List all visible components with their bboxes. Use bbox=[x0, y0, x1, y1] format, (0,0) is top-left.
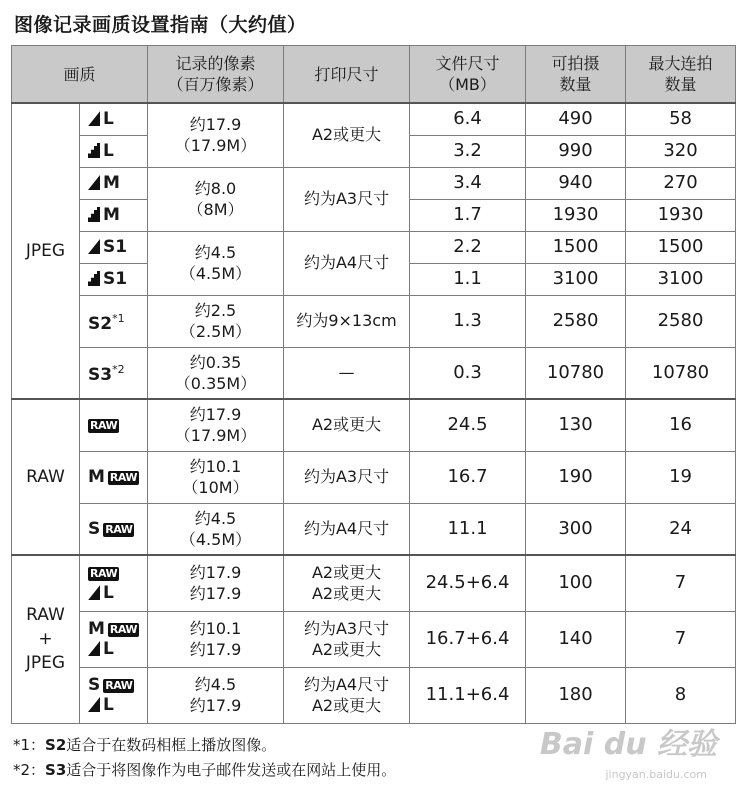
shots-cell: 2580 bbox=[526, 295, 626, 347]
pixels-cell: 约4.5 约17.9 bbox=[148, 667, 284, 723]
burst-cell: 270 bbox=[626, 167, 736, 199]
header-shots: 可拍摄 数量 bbox=[526, 46, 626, 104]
quality-cell: M bbox=[80, 199, 148, 231]
quality-fine-icon bbox=[88, 641, 100, 656]
burst-cell: 1500 bbox=[626, 231, 736, 263]
burst-cell: 7 bbox=[626, 611, 736, 667]
pixels-cell: 约4.5 （4.5M） bbox=[148, 231, 284, 295]
quality-normal-icon bbox=[88, 143, 100, 158]
burst-cell: 24 bbox=[626, 503, 736, 555]
file-cell: 16.7 bbox=[410, 451, 526, 503]
file-cell: 11.1 bbox=[410, 503, 526, 555]
header-file-size: 文件尺寸 （MB） bbox=[410, 46, 526, 104]
file-cell: 2.2 bbox=[410, 231, 526, 263]
shots-cell: 940 bbox=[526, 167, 626, 199]
pixels-cell: 约10.1 约17.9 bbox=[148, 611, 284, 667]
shots-cell: 1930 bbox=[526, 199, 626, 231]
shots-cell: 130 bbox=[526, 399, 626, 451]
shots-cell: 190 bbox=[526, 451, 626, 503]
raw-jpeg-group bbox=[12, 555, 736, 723]
file-cell: 24.5+6.4 bbox=[410, 555, 526, 611]
table-row bbox=[12, 503, 736, 555]
quality-cell: S1 bbox=[80, 231, 148, 263]
burst-cell: 8 bbox=[626, 667, 736, 723]
footnotes bbox=[13, 733, 396, 783]
pixels-cell: 约17.9 （17.9M） bbox=[148, 103, 284, 167]
group-label-raw-jpeg: RAW + JPEG bbox=[12, 555, 80, 723]
raw-icon: RAW bbox=[90, 567, 118, 581]
table-row bbox=[12, 103, 736, 135]
print-cell: A2或更大 bbox=[284, 399, 410, 451]
file-cell: 24.5 bbox=[410, 399, 526, 451]
table-row bbox=[12, 347, 736, 399]
quality-cell: S3$^{*2}$ bbox=[80, 347, 148, 399]
shots-cell: 490 bbox=[526, 103, 626, 135]
group-label-jpeg: JPEG bbox=[12, 103, 80, 399]
quality-normal-icon bbox=[88, 271, 100, 286]
shots-cell: 180 bbox=[526, 667, 626, 723]
quality-fine-icon bbox=[88, 239, 100, 254]
file-cell: 3.2 bbox=[410, 135, 526, 167]
quality-fine-icon bbox=[88, 697, 100, 712]
shots-cell: 300 bbox=[526, 503, 626, 555]
raw-icon: RAW bbox=[90, 419, 118, 433]
pixels-cell: 约4.5 （4.5M） bbox=[148, 503, 284, 555]
shots-cell: 1500 bbox=[526, 231, 626, 263]
pixels-cell: 约17.9 （17.9M） bbox=[148, 399, 284, 451]
file-cell: 11.1+6.4 bbox=[410, 667, 526, 723]
pixels-cell: 约8.0 （8M） bbox=[148, 167, 284, 231]
quality-cell bbox=[80, 399, 148, 451]
file-cell: 1.3 bbox=[410, 295, 526, 347]
print-cell: 约为9×13cm bbox=[284, 295, 410, 347]
header-burst: 最大连拍 数量 bbox=[626, 46, 736, 104]
burst-cell: 19 bbox=[626, 451, 736, 503]
raw-icon: RAW bbox=[109, 623, 138, 636]
table-row bbox=[12, 295, 736, 347]
file-cell: 16.7+6.4 bbox=[410, 611, 526, 667]
burst-cell: 2580 bbox=[626, 295, 736, 347]
file-cell: 6.4 bbox=[410, 103, 526, 135]
raw-icon: RAW bbox=[109, 471, 138, 484]
file-cell: 0.3 bbox=[410, 347, 526, 399]
pixels-cell: 约0.35 （0.35M） bbox=[148, 347, 284, 399]
quality-cell: S RAW L bbox=[80, 667, 148, 723]
table-row bbox=[12, 231, 736, 263]
file-cell: 1.1 bbox=[410, 263, 526, 295]
file-cell: 3.4 bbox=[410, 167, 526, 199]
print-cell: 约为A4尺寸 bbox=[284, 503, 410, 555]
header-print-size: 打印尺寸 bbox=[284, 46, 410, 104]
footnote-2: *2：S3适合于将图像作为电子邮件发送或在网站上使用。 bbox=[13, 761, 397, 779]
burst-cell: 16 bbox=[626, 399, 736, 451]
quality-cell: L bbox=[80, 135, 148, 167]
baidu-watermark: Bai du 经验 bbox=[539, 727, 717, 762]
quality-normal-icon bbox=[88, 207, 100, 222]
shots-cell: 3100 bbox=[526, 263, 626, 295]
footnote-1: *1：S2适合于在数码相框上播放图像。 bbox=[13, 736, 277, 754]
quality-fine-icon bbox=[88, 175, 100, 190]
burst-cell: 10780 bbox=[626, 347, 736, 399]
header-quality: 画质 bbox=[12, 46, 148, 104]
table-row bbox=[12, 399, 736, 451]
print-cell: 约为A3尺寸 bbox=[284, 167, 410, 231]
print-cell: A2或更大 bbox=[284, 103, 410, 167]
burst-cell: 58 bbox=[626, 103, 736, 135]
quality-cell: M RAW bbox=[80, 451, 148, 503]
header-row bbox=[12, 46, 736, 104]
quality-fine-icon bbox=[88, 111, 100, 126]
quality-cell: M RAW L bbox=[80, 611, 148, 667]
print-cell: — bbox=[284, 347, 410, 399]
table-row bbox=[12, 451, 736, 503]
print-cell: 约为A4尺寸 bbox=[284, 231, 410, 295]
quality-cell: S RAW bbox=[80, 503, 148, 555]
quality-cell: M bbox=[80, 167, 148, 199]
raw-icon: RAW bbox=[105, 679, 133, 692]
file-cell: 1.7 bbox=[410, 199, 526, 231]
shots-cell: 10780 bbox=[526, 347, 626, 399]
print-cell: 约为A4尺寸 A2或更大 bbox=[284, 667, 410, 723]
quality-table bbox=[11, 45, 736, 724]
table-row bbox=[12, 555, 736, 611]
raw-icon: RAW bbox=[105, 522, 133, 536]
pixels-cell: 约2.5 （2.5M） bbox=[148, 295, 284, 347]
shots-cell: 140 bbox=[526, 611, 626, 667]
pixels-cell: 约17.9 约17.9 bbox=[148, 555, 284, 611]
table-row bbox=[12, 667, 736, 723]
burst-cell: 1930 bbox=[626, 199, 736, 231]
raw-group bbox=[12, 399, 736, 555]
quality-cell: L bbox=[80, 103, 148, 135]
print-cell: 约为A3尺寸 bbox=[284, 451, 410, 503]
print-cell: A2或更大 A2或更大 bbox=[284, 555, 410, 611]
page-title: 图像记录画质设置指南（大约值） bbox=[14, 14, 307, 36]
shots-cell: 100 bbox=[526, 555, 626, 611]
quality-fine-icon bbox=[88, 585, 100, 600]
quality-cell: S1 bbox=[80, 263, 148, 295]
quality-cell: RAW L bbox=[80, 555, 148, 611]
table-row bbox=[12, 167, 736, 199]
header-pixels: 记录的像素 （百万像素） bbox=[148, 46, 284, 104]
pixels-cell: 约10.1 （10M） bbox=[148, 451, 284, 503]
watermark-url: jingyan.baidu.com bbox=[605, 768, 707, 781]
burst-cell: 320 bbox=[626, 135, 736, 167]
burst-cell: 3100 bbox=[626, 263, 736, 295]
print-cell: 约为A3尺寸 A2或更大 bbox=[284, 611, 410, 667]
jpeg-group bbox=[12, 103, 736, 399]
table-row bbox=[12, 611, 736, 667]
shots-cell: 990 bbox=[526, 135, 626, 167]
quality-cell: S2$^{*1}$ bbox=[80, 295, 148, 347]
group-label-raw: RAW bbox=[12, 399, 80, 555]
burst-cell: 7 bbox=[626, 555, 736, 611]
